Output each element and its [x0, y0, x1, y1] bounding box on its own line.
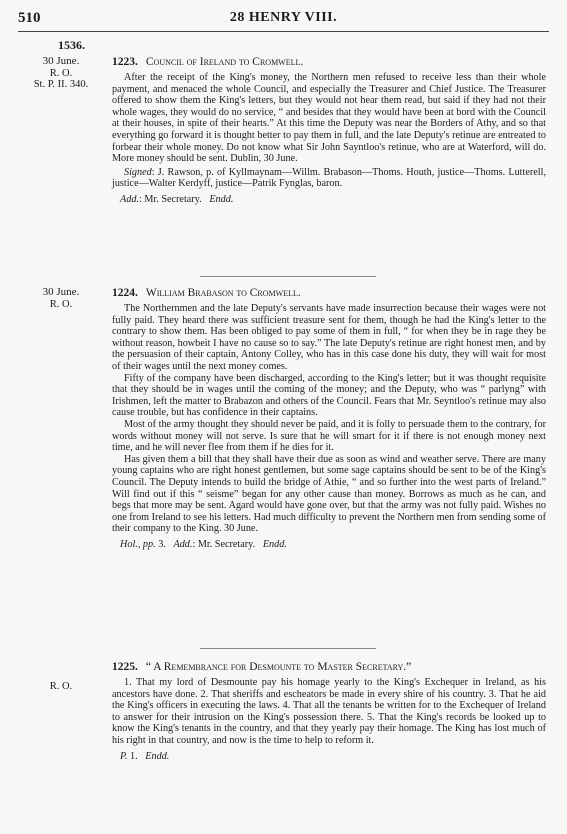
- entry-margin: [22, 287, 100, 310]
- p-text: 1.: [127, 750, 138, 762]
- entry-title: [112, 661, 546, 674]
- signatories: [112, 167, 546, 190]
- hol-label: Hol., pp.: [120, 538, 156, 550]
- entry-divider: [200, 276, 376, 277]
- margin-reference: St. P. II. 340.: [33, 79, 89, 90]
- entry-paragraph: Most of the army thought they should never be paid, and it is folly to persuade them to the contrary, for words without money will not serve. Is sure that he will smart for it if there is not enough money next time, and he will never flee from them if he dies for it.: [112, 418, 546, 454]
- page-number: 510: [18, 10, 41, 26]
- entry-margin: [22, 56, 100, 90]
- entry-footnote: [112, 751, 546, 763]
- signed-label: Signed: [124, 166, 152, 178]
- p-label: P.: [120, 750, 128, 762]
- entry-number: 1224.: [112, 287, 138, 299]
- margin-date: 30 June.: [42, 55, 80, 67]
- entry-text: [112, 56, 546, 206]
- endd-label: Endd.: [145, 750, 170, 762]
- page-header: [18, 6, 549, 32]
- running-title: 28 HENRY VIII.: [229, 10, 338, 25]
- entry-divider: [200, 648, 376, 649]
- entry-number: 1223.: [112, 56, 138, 68]
- entry-margin: [22, 681, 100, 692]
- entry-text: [112, 287, 546, 550]
- entry-heading: William Brabason to Cromwell.: [145, 287, 301, 299]
- entry-heading: Council of Ireland to Cromwell.: [145, 56, 304, 68]
- header-rule: [18, 31, 549, 32]
- entry-footnote: [112, 194, 546, 206]
- margin-date: 30 June.: [42, 286, 80, 298]
- entry-number: 1225.: [112, 661, 138, 673]
- entry-title: [112, 287, 546, 300]
- entry-paragraph: Has given them a bill that they shall have their due as soon as wind and weather serve. There are many young captains who are right honest gentlemen, but some sage captains should be sent to be of the King's Council. The Deputy intends to build the bridge of Athie, “ and so further into the west parts of Ireland.” Will find out if this “ seisme” began for any other cause than money. Borrows as much as he can, and begs that more may be sent. Agard would have gone over, but that the army was not fully paid. Wishes no one from Ireland to see his letters. Had much difficulty to prevent the Northern men from sending some of their company to the King. 30 June.: [112, 453, 546, 535]
- entry-footnote: [112, 539, 546, 551]
- entry-paragraph: The Northernmen and the late Deputy's servants have made insurrection because their wages were not fully paid. They heard there was sufficient treasure sent for them, though he had the King's letter to the contrary to show them. Has been obliged to pay some of them in full, “ for when they be in rage they be without reason, howbeit I have no cause so to say.” The late Deputy's retinue are right honest men, and by the persuasion of their captain, Antony Colley, who has in this case done his duty, they will wait for most of their wages until the next money comes.: [112, 303, 546, 372]
- entry-paragraph: After the receipt of the King's money, the Northern men refused to receive less than their whole payment, and menaced the whole Council, and especially the Treasurer and Chief Justice. The Treasurer offered to show them the King's letters, but they would not hear them read, but said if they had not their whole wages, they would do no service, “ and besides that they would have been at bord with the Council at their houses, in spite of their hearts.” At this time the Deputy was near the Borders of Athy, and so that everything go forward it is thought better to pay them in full, and the late Deputy's retinue are entreated to forbear their whole money. Do not know what Sir John Sayntloo's retinue, who are at Waterford, will do. More money should be sent. Dublin, 30 June.: [112, 72, 546, 165]
- add-label: Add.: [120, 193, 139, 205]
- endd-label: Endd.: [209, 193, 234, 205]
- endd-label: Endd.: [262, 538, 287, 550]
- add-label: Add.: [173, 538, 193, 550]
- margin-source: R. O.: [49, 299, 73, 310]
- add-text: : Mr. Secretary.: [138, 193, 202, 205]
- entry-title: [112, 56, 546, 69]
- year-heading: 1536.: [58, 38, 85, 52]
- entry-text: [112, 661, 546, 762]
- margin-source: R. O.: [49, 68, 73, 79]
- signed-text: : J. Rawson, p. of Kyllmaynam—Willm. Brabason—Thoms. Houth, justice—Thoms. Lutterell, justice—Walter Kerdyff, justice—Patrik Fynglas, baron.: [112, 166, 546, 190]
- entry-paragraph: Fifty of the company have been discharged, according to the King's letter; but it was thought requisite that they should be in wages until the coming of the money; and the Deputy, who was “ parlyng” with Irishmen, left the matter to Brabazon and others of the Council. Fears that Mr. Seyntloo's retinue may also cause trouble, but has confidence in their captains.: [112, 372, 546, 419]
- hol-text: 3.: [155, 538, 166, 550]
- entry-paragraph: 1. That my lord of Desmounte pay his homage yearly to the King's Exchequer in Ireland, as his ancestors have done. 2. That sheriffs and escheators be made in every shire of his country. 3. That he aid the King's officers in executing the laws. 4. That all the tenants be written for to the Exchequer of Ireland to answer for their intrusion on the King's possession there. 5. That the King's records be looked up to know the King's tenants in the country, and that they yearly pay their homage. The King has lost much of his right in that country, and now is the time to help to reform it.: [112, 677, 546, 746]
- entry-heading: “ A Remembrance for Desmounte to Master Secretary.”: [145, 661, 412, 673]
- margin-source: R. O.: [49, 681, 73, 692]
- add-text: : Mr. Secretary.: [192, 538, 256, 550]
